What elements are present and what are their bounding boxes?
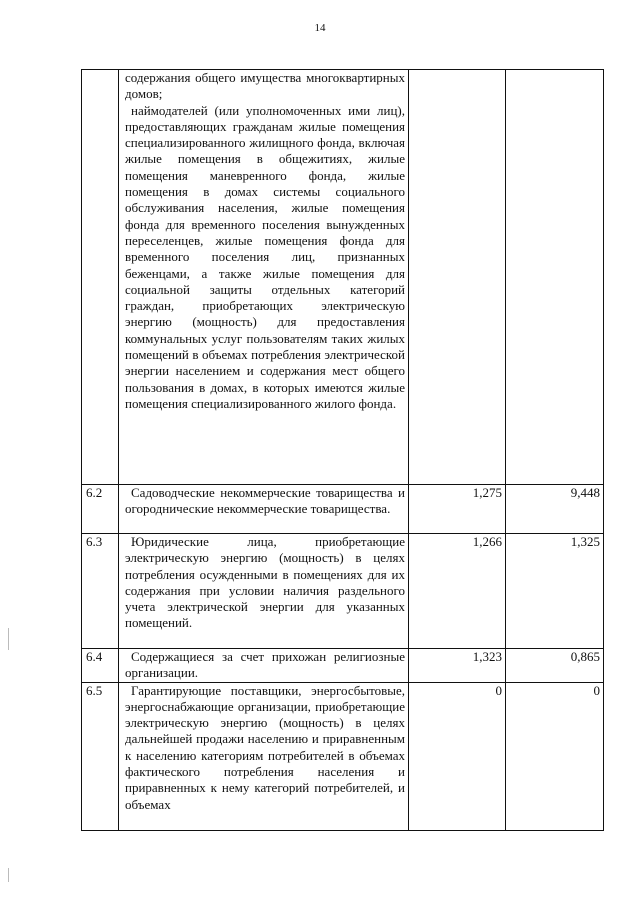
value-cell: 0 <box>409 682 506 830</box>
row-number: 6.2 <box>82 485 119 534</box>
page-number: 14 <box>314 22 326 34</box>
row-number <box>82 70 119 485</box>
table-row <box>82 70 604 485</box>
table-row <box>82 682 604 830</box>
description-paragraph: Гарантирующие поставщики, энергосбытовые, энергоснабжающие организации, приобретающие электрическую энергию (мощность) в целях дальнейшей продажи населению и приравненным к населению категориям потребителей в объемах фактического потребления населения и приравненных к нему категорий потребителей, и объемах <box>125 682 405 812</box>
description-paragraph: наймодателей (или уполномоченных ими лиц), предоставляющих гражданам жилые помещения специализированного жилищного фонда, включая жилые помещения в общежитиях, жилые помещения маневренного фонда, жилые помещения в домах системы социального обслуживания населения, жилые помещения фонда для временного поселения вынужденных переселенцев, жилые помещения фонда для временного поселения лиц, признанных беженцами, а также жилые помещения для социальной защиты отдельных категорий граждан, приобретающих электрическую энергию (мощность) для предоставления коммунальных услуг пользователям таких жилых помещений в объемах потребления электрической энергии населением и содержания мест общего пользования в домах, в которых имеются жилые помещения специализированного жилого фонда. <box>125 102 405 411</box>
value-cell: 1,325 <box>506 534 604 649</box>
value-cell <box>506 70 604 485</box>
table-row <box>82 485 604 534</box>
table-row <box>82 649 604 683</box>
scan-margin-mark <box>8 628 9 650</box>
row-description <box>119 70 409 485</box>
value-cell: 9,448 <box>506 485 604 534</box>
description-paragraph: Садоводческие некоммерческие товарищества и огороднические некоммерческие товарищества. <box>125 485 405 517</box>
value-cell <box>409 70 506 485</box>
row-number: 6.3 <box>82 534 119 649</box>
value-cell: 1,323 <box>409 649 506 683</box>
value-cell: 1,266 <box>409 534 506 649</box>
description-paragraph: Юридические лица, приобретающие электрическую энергию (мощность) в целях потребления осужденными в помещениях для их содержания при условии наличия раздельного учета электрической энергии для указанных помещений. <box>125 534 405 631</box>
description-paragraph: Содержащиеся за счет прихожан религиозные организации. <box>125 649 405 681</box>
value-cell: 1,275 <box>409 485 506 534</box>
row-description <box>119 682 409 830</box>
table-row <box>82 534 604 649</box>
row-description <box>119 485 409 534</box>
scan-margin-mark <box>8 868 9 882</box>
row-number: 6.4 <box>82 649 119 683</box>
value-cell: 0 <box>506 682 604 830</box>
row-description <box>119 534 409 649</box>
tariff-table <box>81 69 604 831</box>
row-description <box>119 649 409 683</box>
row-number: 6.5 <box>82 682 119 830</box>
description-paragraph: содержания общего имущества многоквартирных домов; <box>125 70 405 102</box>
value-cell: 0,865 <box>506 649 604 683</box>
